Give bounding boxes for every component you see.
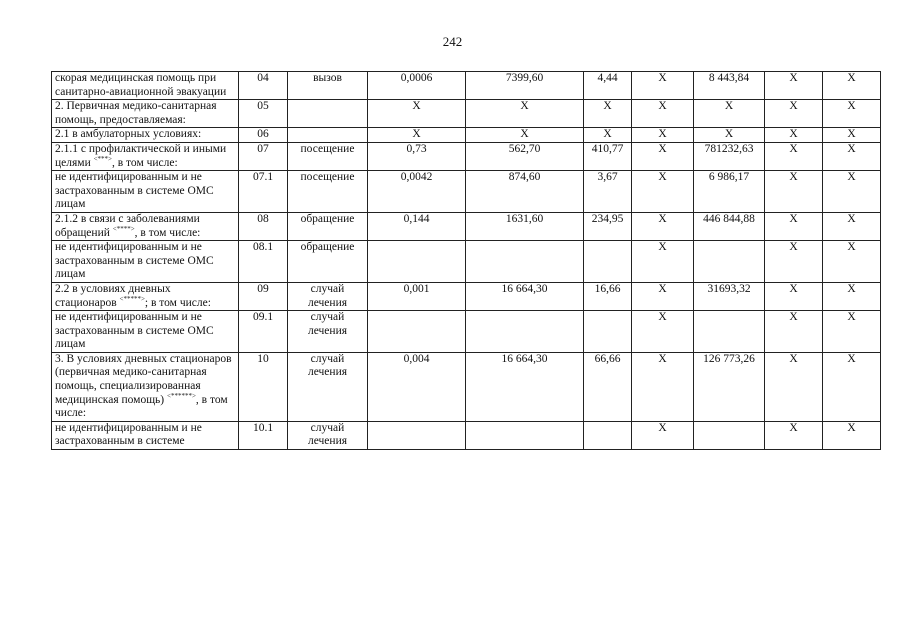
row-col4 — [368, 421, 466, 449]
row-col7: X — [632, 282, 694, 310]
row-name-cell — [52, 212, 239, 240]
row-code: 05 — [239, 100, 288, 128]
table-row — [52, 421, 881, 449]
row-col4: X — [368, 128, 466, 143]
row-footnote-mark: <*****> — [119, 294, 145, 303]
row-col9: X — [765, 72, 823, 100]
row-unit — [288, 100, 368, 128]
row-col4: 0,001 — [368, 282, 466, 310]
row-col6: 234,95 — [584, 212, 632, 240]
row-col7: X — [632, 100, 694, 128]
row-footnote-mark: <******> — [167, 391, 196, 400]
row-col9: X — [765, 171, 823, 213]
row-col9: X — [765, 100, 823, 128]
row-name-cell — [52, 128, 239, 143]
row-col7: X — [632, 72, 694, 100]
row-col6: X — [584, 100, 632, 128]
row-col7: X — [632, 142, 694, 170]
row-name: не идентифицированным и не застрахованным в системе — [55, 421, 202, 448]
row-unit: случай лечения — [288, 421, 368, 449]
row-name: не идентифицированным и не застрахованным в системе ОМС лицам — [55, 241, 214, 281]
row-col10: X — [823, 142, 881, 170]
row-code: 07 — [239, 142, 288, 170]
table-row — [52, 311, 881, 353]
row-col10: X — [823, 352, 881, 421]
row-code: 08 — [239, 212, 288, 240]
row-code: 09 — [239, 282, 288, 310]
row-unit — [288, 128, 368, 143]
volume-cost-table — [51, 71, 881, 450]
row-col8: 126 773,26 — [694, 352, 765, 421]
row-name-cell — [52, 241, 239, 283]
row-col8: 31693,32 — [694, 282, 765, 310]
row-col4: X — [368, 100, 466, 128]
row-name-cell — [52, 311, 239, 353]
page-number: 242 — [442, 34, 463, 49]
row-col9: X — [765, 241, 823, 283]
table-row — [52, 142, 881, 170]
row-unit: обращение — [288, 241, 368, 283]
row-name-cell — [52, 352, 239, 421]
row-col8: 446 844,88 — [694, 212, 765, 240]
row-code: 09.1 — [239, 311, 288, 353]
table-row — [52, 100, 881, 128]
row-col4: 0,73 — [368, 142, 466, 170]
row-col5: 16 664,30 — [466, 352, 584, 421]
row-name: 2.1 в амбулаторных условиях: — [55, 128, 202, 141]
row-col5: X — [466, 128, 584, 143]
row-footnote-mark: <***> — [93, 154, 112, 163]
row-col8: X — [694, 128, 765, 143]
row-col4: 0,144 — [368, 212, 466, 240]
row-code: 06 — [239, 128, 288, 143]
row-name-tail: ; в том числе: — [144, 296, 211, 309]
row-col10: X — [823, 421, 881, 449]
row-col6 — [584, 311, 632, 353]
row-code: 08.1 — [239, 241, 288, 283]
row-code: 07.1 — [239, 171, 288, 213]
row-col8 — [694, 311, 765, 353]
row-col6: 410,77 — [584, 142, 632, 170]
row-col10: X — [823, 311, 881, 353]
row-col4 — [368, 311, 466, 353]
row-col7: X — [632, 352, 694, 421]
row-col6: X — [584, 128, 632, 143]
row-name: не идентифицированным и не застрахованным в системе ОМС лицам — [55, 311, 214, 351]
row-col4: 0,0006 — [368, 72, 466, 100]
row-col8 — [694, 421, 765, 449]
row-col4: 0,0042 — [368, 171, 466, 213]
row-unit: вызов — [288, 72, 368, 100]
row-col5: 7399,60 — [466, 72, 584, 100]
row-code: 10.1 — [239, 421, 288, 449]
row-unit: случай лечения — [288, 352, 368, 421]
row-name-tail: , в том числе: — [112, 156, 178, 169]
row-col8: 6 986,17 — [694, 171, 765, 213]
row-col5: 874,60 — [466, 171, 584, 213]
row-name-tail: , в том числе: — [55, 393, 228, 420]
row-col5 — [466, 311, 584, 353]
row-col7: X — [632, 311, 694, 353]
row-col9: X — [765, 421, 823, 449]
row-col9: X — [765, 142, 823, 170]
row-col6 — [584, 241, 632, 283]
row-col9: X — [765, 282, 823, 310]
row-col8 — [694, 241, 765, 283]
row-name: 2. Первичная медико-санитарная помощь, предоставляемая: — [55, 100, 217, 126]
row-name: 3. В условиях дневных стационаров (первичная медико-санитарная помощь, специализированная медицинская помощь) — [55, 352, 232, 406]
row-col10: X — [823, 100, 881, 128]
row-col7: X — [632, 128, 694, 143]
row-name-cell — [52, 171, 239, 213]
table-row — [52, 128, 881, 143]
row-col4: 0,004 — [368, 352, 466, 421]
row-code: 10 — [239, 352, 288, 421]
row-col5 — [466, 241, 584, 283]
row-col6: 16,66 — [584, 282, 632, 310]
table-row — [52, 72, 881, 100]
row-col5: 562,70 — [466, 142, 584, 170]
row-col4 — [368, 241, 466, 283]
row-col8: X — [694, 100, 765, 128]
row-col9: X — [765, 212, 823, 240]
row-col9: X — [765, 352, 823, 421]
row-name: не идентифицированным и не застрахованным в системе ОМС лицам — [55, 171, 214, 211]
row-name-cell — [52, 72, 239, 100]
row-col6 — [584, 421, 632, 449]
row-unit: посещение — [288, 142, 368, 170]
table-row — [52, 241, 881, 283]
row-col10: X — [823, 72, 881, 100]
row-col7: X — [632, 171, 694, 213]
row-col10: X — [823, 128, 881, 143]
row-unit: обращение — [288, 212, 368, 240]
row-col7: X — [632, 421, 694, 449]
row-col8: 781232,63 — [694, 142, 765, 170]
row-col10: X — [823, 171, 881, 213]
table-row — [52, 282, 881, 310]
table-row — [52, 171, 881, 213]
row-name: 2.1.2 в связи с заболеваниями обращений — [55, 212, 200, 239]
row-unit: посещение — [288, 171, 368, 213]
row-col5: 16 664,30 — [466, 282, 584, 310]
row-col5: 1631,60 — [466, 212, 584, 240]
row-col5 — [466, 421, 584, 449]
row-col10: X — [823, 282, 881, 310]
row-unit: случай лечения — [288, 282, 368, 310]
table-row — [52, 212, 881, 240]
row-col9: X — [765, 311, 823, 353]
row-col7: X — [632, 212, 694, 240]
row-col7: X — [632, 241, 694, 283]
row-col6: 66,66 — [584, 352, 632, 421]
row-name-tail: , в том числе: — [134, 226, 201, 239]
row-unit: случай лечения — [288, 311, 368, 353]
row-name: скорая медицинская помощь при санитарно-авиационной эвакуации — [55, 72, 227, 98]
row-col8: 8 443,84 — [694, 72, 765, 100]
row-name-cell — [52, 100, 239, 128]
row-col5: X — [466, 100, 584, 128]
row-col10: X — [823, 212, 881, 240]
row-name: 2.2 в условиях дневных стационаров — [55, 282, 171, 309]
row-col6: 4,44 — [584, 72, 632, 100]
row-col6: 3,67 — [584, 171, 632, 213]
row-col10: X — [823, 241, 881, 283]
row-name-cell — [52, 282, 239, 310]
row-name-cell — [52, 421, 239, 449]
table-row — [52, 352, 881, 421]
row-name: 2.1.1 с профилактической и иными целями — [55, 142, 227, 169]
row-footnote-mark: <****> — [112, 224, 135, 233]
row-col9: X — [765, 128, 823, 143]
row-name-cell — [52, 142, 239, 170]
row-code: 04 — [239, 72, 288, 100]
